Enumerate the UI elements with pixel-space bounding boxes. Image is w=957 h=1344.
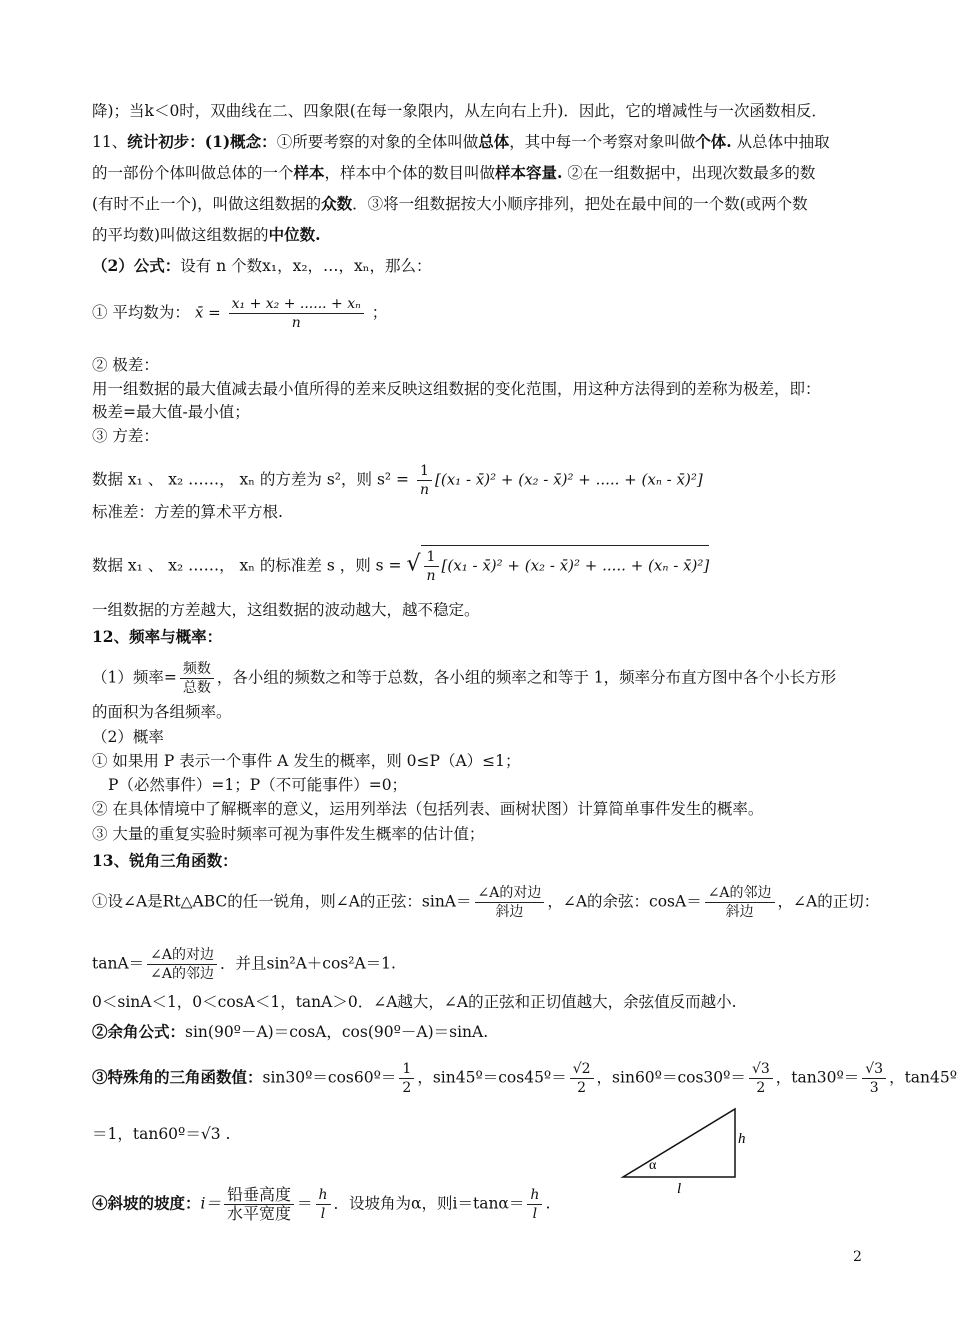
fraction-root3-over-2: [749, 1060, 773, 1097]
section-13-heading: 13、锐角三角函数：: [92, 851, 238, 870]
term-sample-size: 样本容量.: [495, 163, 563, 182]
numerator: ∠A的邻边: [705, 884, 775, 903]
fraction-half: [399, 1060, 414, 1097]
std-dev-sum: [(x₁ - x̄)² + (x₂ - x̄)² + ..... + (xₙ - x̄)²]: [441, 556, 710, 575]
text: ②余角公式：: [92, 1022, 186, 1041]
triangle-shape: [623, 1109, 735, 1177]
complementary-formula: [92, 1022, 488, 1042]
text: ③特殊角的三角函数值：: [92, 1067, 263, 1087]
numerator: √3: [862, 1060, 886, 1079]
text: ，其中每一个考察对象叫做: [509, 133, 696, 151]
section-12-heading: 12、频率与概率：: [92, 627, 223, 646]
tan-definition: [92, 946, 396, 983]
denominator: l: [320, 1206, 326, 1222]
text: （2）公式：: [92, 256, 181, 275]
variance-heading: ③ 方差：: [92, 427, 159, 445]
section-11-line1: [92, 132, 830, 152]
term-population: 总体: [478, 132, 510, 151]
text: ②在一组数据中，出现次数最多的数: [562, 164, 816, 182]
probability-rule-1: ① 如果用 P 表示一个事件 A 发生的概率，则 0≤P（A）≤1；: [92, 752, 521, 770]
range-formula: 极差=最大值-最小值；: [92, 403, 250, 421]
text: ，sin45º＝cos45º＝: [417, 1068, 567, 1087]
fraction-root3-over-3: [862, 1060, 886, 1097]
section-number: 11、: [92, 133, 128, 151]
text: ．③将一组数据按大小顺序排列，把处在最中间的一个数(或两个数: [352, 195, 808, 213]
denominator: 斜边: [495, 904, 524, 920]
slope-triangle-diagram: [615, 1105, 750, 1195]
text: 从总体中抽取: [731, 133, 830, 151]
one-over-n: $\frac{1}{n}$: [424, 548, 439, 585]
mean-fraction: [229, 295, 364, 332]
section-11-line4: [92, 225, 320, 245]
variance-formula: [92, 462, 703, 499]
variance-sum: [(x₁ - x̄)² + (x₂ - x̄)² + ..... + (xₙ - x̄)²]: [435, 470, 703, 489]
numerator: ∠A的对边: [475, 884, 545, 903]
text: 设有 n 个数x₁，x₂，…，xₙ，那么：: [180, 257, 432, 275]
term-median: 中位数.: [268, 225, 321, 244]
text: ①所要考察的对象的全体叫做: [276, 133, 479, 151]
angle-alpha-label: α: [649, 1158, 657, 1173]
denominator: 斜边: [725, 904, 754, 920]
text: .: [545, 1194, 551, 1213]
text: sin(90º－A)＝cosA，cos(90º－A)＝sinA.: [185, 1023, 489, 1041]
std-dev-definition: 标准差：方差的算术平方根.: [92, 503, 283, 521]
text: tanA＝: [92, 954, 145, 973]
probability-rule-3: ③ 大量的重复实验时频率可视为事件发生概率的估计值；: [92, 825, 485, 843]
term-sample: 样本: [293, 163, 325, 182]
mean-formula: ① 平均数为： x̄ = $\frac{\text{x₁ + x₂ + ...... + xₙ}}{n}$ ；: [92, 296, 388, 331]
text: (有时不止一个)，叫做这组数据的: [92, 195, 322, 213]
text: ．设坡角为α，则i＝tanα＝: [333, 1194, 525, 1213]
text: 数据 x₁ 、 x₂ ……， xₙ 的方差为 s²，则 s² =: [92, 470, 410, 489]
special-angles: [92, 1060, 957, 1097]
numerator: √2: [570, 1060, 594, 1079]
probability-heading: （2）概率: [92, 728, 164, 746]
tan-fraction: [147, 946, 217, 983]
denominator: 3: [869, 1080, 879, 1096]
probability-rule-2: ② 在具体情境中了解概率的意义，运用列举法（包括列表、画树状图）计算简单事件发生的概率。: [92, 800, 764, 818]
text: ，样本中个体的数目叫做: [324, 164, 496, 182]
term-mode: 众数: [321, 194, 353, 213]
formula-heading: [92, 256, 432, 276]
frequency-formula: [92, 660, 836, 697]
text: 的平均数)叫做这组数据的: [92, 226, 269, 244]
section-11-line2: [92, 163, 815, 183]
section-heading: 统计初步：(1)概念：: [127, 132, 277, 151]
denominator: 2: [756, 1080, 766, 1096]
length-label: l: [677, 1181, 682, 1197]
numerator: 1: [399, 1060, 414, 1079]
denominator: 2: [402, 1080, 412, 1096]
numerator: ∠A的对边: [147, 946, 217, 965]
x-bar: x̄ =: [194, 303, 221, 322]
text: ＝: [297, 1194, 313, 1213]
text: 的一部份个体叫做总体的一个: [92, 164, 294, 182]
denominator: 水平宽度: [226, 1204, 291, 1223]
text: ① 平均数为：: [92, 303, 190, 322]
range-definition: 用一组数据的最大值减去最小值所得的差来反映这组数据的变化范围，用这种方法得到的差称为极差，即：: [92, 380, 821, 398]
variance-note: 一组数据的方差越大，这组数据的波动越大，越不稳定。: [92, 601, 480, 619]
range-heading: ② 极差：: [92, 356, 159, 374]
denominator: n: [291, 315, 301, 331]
h-over-l: [316, 1186, 331, 1223]
text: ，tan30º＝: [775, 1068, 860, 1087]
sqrt-icon: √: [406, 551, 421, 577]
text: ④斜坡的坡度：: [92, 1193, 201, 1213]
page-number: 2: [853, 1249, 862, 1265]
text: ①设∠A是Rt△ABC的任一锐角，则∠A的正弦：sinA＝: [92, 892, 472, 911]
cos-fraction: [705, 884, 775, 921]
text: ，sin60º＝cos30º＝: [596, 1068, 746, 1087]
term-individual: 个体.: [695, 132, 732, 151]
text: i＝: [200, 1194, 221, 1213]
text: ，各小组的频数之和等于总数，各小组的频率之和等于 1，频率分布直方图中各个小长方形: [216, 668, 837, 687]
numerator: h: [527, 1186, 542, 1205]
frequency-note: 的面积为各组频率。: [92, 703, 232, 721]
text: ，∠A的正切：: [777, 892, 880, 911]
h-over-l: [527, 1186, 542, 1223]
std-dev-formula: [92, 545, 709, 585]
numerator: 铅垂高度: [224, 1186, 294, 1205]
tan-values: ＝1，tan60º＝√3 .: [92, 1125, 231, 1143]
slope-fraction: [224, 1186, 294, 1223]
trig-ranges: 0＜sinA＜1，0＜cosA＜1，tanA＞0．∠A越大，∠A的正弦和正切值越大，余弦值反而越小.: [92, 993, 737, 1011]
slope-formula: [92, 1186, 550, 1223]
text: ．并且sin²A＋cos²A＝1.: [220, 954, 396, 973]
trig-definitions: [92, 884, 879, 921]
probability-rule-1b: P（必然事件）=1；P（不可能事件）=0；: [108, 776, 408, 794]
denominator: ∠A的邻边: [150, 966, 214, 982]
denominator: l: [532, 1206, 538, 1222]
denominator: 总数: [182, 680, 211, 696]
numerator: x₁ + x₂ + ...... + xₙ: [229, 295, 364, 314]
numerator: √3: [749, 1060, 773, 1079]
text: （1）频率=: [92, 668, 177, 687]
section-11-line3: [92, 194, 808, 214]
text-line-hyperbola: 降)；当k＜0时，双曲线在二、四象限(在每一象限内，从左向右上升)．因此，它的增减性与一次函数相反．: [92, 102, 827, 120]
text: ，tan45º: [889, 1068, 957, 1087]
height-label: h: [738, 1131, 746, 1147]
numerator: 频数: [180, 660, 214, 679]
denominator: 2: [577, 1080, 587, 1096]
text: 数据 x₁ 、 x₂ ……， xₙ 的标准差 s ，则 s =: [92, 556, 402, 575]
sin-fraction: [475, 884, 545, 921]
text: sin30º＝cos60º＝: [262, 1068, 397, 1087]
frequency-fraction: [180, 660, 214, 697]
numerator: h: [316, 1186, 331, 1205]
one-over-n: $\frac{1}{n}$: [417, 462, 432, 499]
fraction-root2-over-2: [570, 1060, 594, 1097]
text: ，∠A的余弦：cosA＝: [547, 892, 702, 911]
